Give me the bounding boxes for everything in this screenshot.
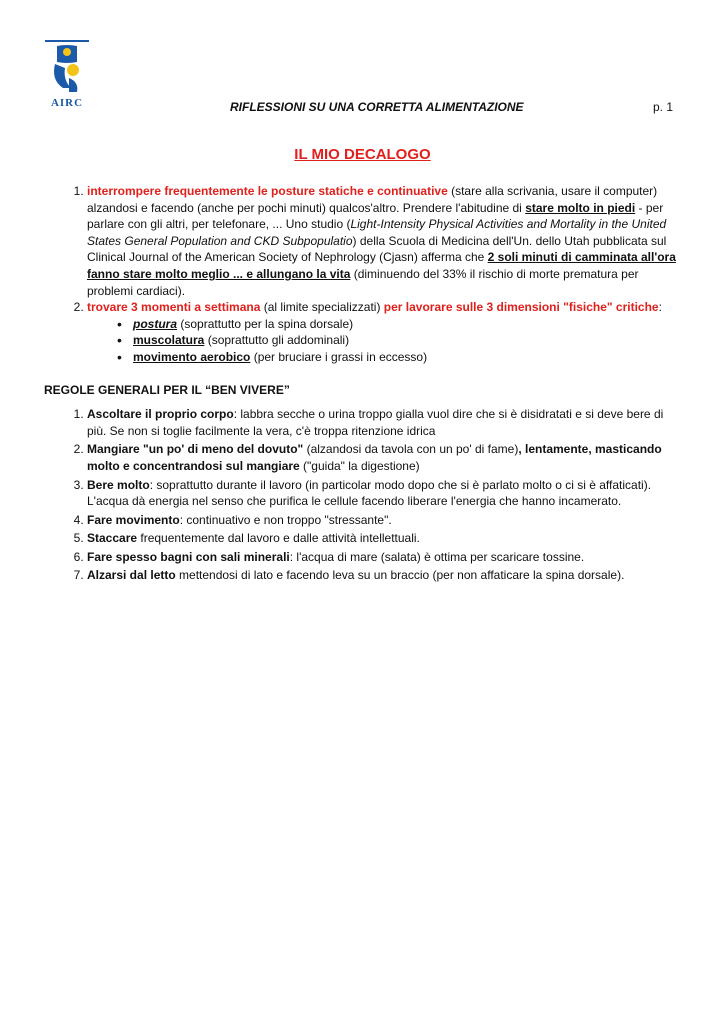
rule-item: [87, 530, 681, 547]
decalogo-list: [44, 183, 681, 366]
item2-red2: per lavorare sulle 3 dimensioni "fisiche" critiche: [383, 300, 659, 315]
decalogo-item-2: [87, 299, 681, 365]
rule-item: [87, 512, 681, 529]
rule-text: : continuativo e non troppo "stressante".: [179, 512, 392, 527]
dimension-desc: (soprattutto per la spina dorsale): [177, 316, 354, 331]
item1-t4: (diminuendo del 33% il rischio di morte prematura per problemi cardiaci).: [87, 266, 639, 298]
rule-bold-2: , lentamente, masticando molto e concentrandosi sul mangiare: [87, 442, 662, 473]
rule-item: [87, 549, 681, 566]
page-number: p. 1: [652, 100, 673, 114]
item1-b1: stare molto in piedi: [525, 200, 636, 215]
rule-text: frequentemente dal lavoro e dalle attività intellettuali.: [137, 531, 420, 546]
item1-t3: ) della Scuola di Medicina dell'Un. dello Utah pubblicata sul Clinical Journal of the American Society of Nephrology (Cjasn) afferma che: [87, 233, 667, 265]
rule-bold: Mangiare "un po' di meno del dovuto": [87, 442, 304, 457]
rule-bold: Bere molto: [87, 477, 150, 492]
dimension-item: [117, 332, 681, 349]
rule-bold: Alzarsi dal letto: [87, 568, 176, 583]
rule-text: (alzandosi da tavola con un po' di fame): [303, 442, 519, 457]
document-body: [44, 183, 681, 586]
rule-text: mettendosi di lato e facendo leva su un braccio (per non affaticare la spina dorsale).: [175, 568, 625, 583]
dimension-desc: (soprattutto gli addominali): [204, 333, 350, 348]
item2-t1: (al limite specializzati): [260, 300, 384, 315]
rule-item: [87, 567, 681, 584]
item2-red1: trovare 3 momenti a settimana: [87, 300, 261, 315]
dimension-item: [117, 349, 681, 366]
rule-text: : l'acqua di mare (salata) è ottima per scaricare tossine.: [289, 549, 585, 564]
dimension-item: [117, 316, 681, 333]
rules-list: [44, 406, 681, 584]
item1-b2: 2 soli minuti di camminata all'ora fanno stare molto meglio ... e allungano la vita: [87, 250, 676, 281]
item1-red: interrompere frequentemente le posture statiche e continuative: [87, 184, 448, 198]
item2-t2: :: [658, 300, 662, 315]
item1-study-title: Light-Intensity Physical Activities and Mortality in the United States General Population and CKD Subpopulatio: [87, 217, 667, 248]
airc-logo: [43, 40, 91, 108]
rule-item: [87, 477, 681, 510]
logo-text: AIRC: [50, 97, 84, 108]
rule-bold: Fare spesso bagni con sali minerali: [87, 549, 290, 564]
dimension-name: muscolatura: [133, 333, 205, 348]
header-title: RIFLESSIONI SU UNA CORRETTA ALIMENTAZIONE: [230, 100, 524, 114]
rule-text: : labbra secche o urina troppo gialla vuol dire che si è disidratati e si deve bere di più. Se non si toglie facilmente la vera, c'è troppa ritenzione idrica: [87, 407, 664, 438]
rule-item: [87, 406, 681, 439]
rule-text: : soprattutto durante il lavoro (in particolar modo dopo che si è parlato molto o ci si è affaticati). L'acqua dà energia nel senso che purifica le cellule facendo liberare l'energia che hanno incamerato.: [87, 477, 652, 509]
rules-title: REGOLE GENERALI PER IL “BEN VIVERE”: [44, 382, 290, 397]
dimension-name: movimento aerobico: [133, 349, 251, 364]
dimensions-list: [87, 316, 681, 366]
item1-t2: - per parlare con gli altri, per telefonare, ... Uno studio (: [87, 200, 664, 232]
rule-item: [87, 441, 681, 474]
page-header: [230, 100, 673, 114]
rule-bold: Fare movimento: [87, 512, 180, 527]
main-title: IL MIO DECALOGO: [294, 146, 431, 163]
rule-text-2: ("guida" la digestione): [299, 458, 420, 473]
rule-bold: Staccare: [87, 531, 138, 546]
dimension-name: postura: [133, 316, 178, 331]
dimension-desc: (per bruciare i grassi in eccesso): [250, 349, 428, 364]
item1-t1: (stare alla scrivania, usare il computer) alzandosi e facendo (anche per pochi minuti) qualcos'altro. Prendere l'abitudine di: [87, 184, 658, 215]
rule-bold: Ascoltare il proprio corpo: [87, 407, 234, 422]
decalogo-item-1: [87, 183, 681, 299]
